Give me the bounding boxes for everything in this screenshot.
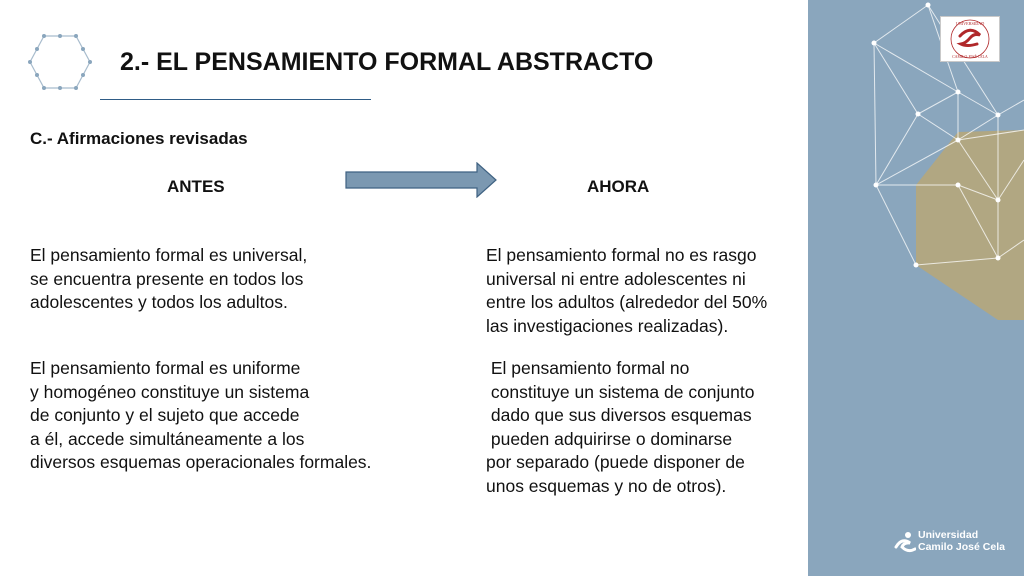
- network-decoration: [808, 0, 1024, 576]
- before-paragraph-universal: El pensamiento formal es universal, se encuentra presente en todos los adolescentes y todos los adultos.: [30, 245, 308, 312]
- after-paragraph-universal: El pensamiento formal no es rasgo universal ni entre adolescentes ni entre los adultos (alrededor del 50% las investigaciones realizadas).: [486, 245, 768, 336]
- logo-line-1: Universidad: [918, 529, 979, 541]
- after-paragraph-uniform: El pensamiento formal no constituye un sistema de conjunto dado que sus diversos esquemas pueden adquirirse o dominarse por separado (puede disponer de unos esquemas y no de otros).: [486, 358, 755, 496]
- university-logo-icon: [894, 531, 916, 555]
- university-logo: [894, 530, 1022, 556]
- column-header-after: AHORA: [587, 177, 650, 196]
- svg-text:UNIVERSIDAD: UNIVERSIDAD: [955, 21, 985, 26]
- university-logo-text: [918, 530, 1005, 553]
- column-header-before: ANTES: [167, 177, 225, 196]
- title-underline: [100, 99, 371, 100]
- hexagon-dots-icon: [28, 30, 92, 94]
- university-seal-icon: [940, 16, 1000, 62]
- right-arrow-icon: [345, 162, 497, 198]
- section-subtitle: C.- Afirmaciones revisadas: [30, 129, 248, 148]
- slide-title: 2.- EL PENSAMIENTO FORMAL ABSTRACTO: [120, 48, 654, 76]
- logo-line-2: Camilo José Cela: [918, 540, 1005, 553]
- before-paragraph-uniform: El pensamiento formal es uniforme y homogéneo constituye un sistema de conjunto y el sujeto que accede a él, accede simultáneamente a los diversos esquemas operacionales formales.: [30, 358, 372, 472]
- svg-text:CAMILO JOSÉ CELA: CAMILO JOSÉ CELA: [952, 55, 988, 59]
